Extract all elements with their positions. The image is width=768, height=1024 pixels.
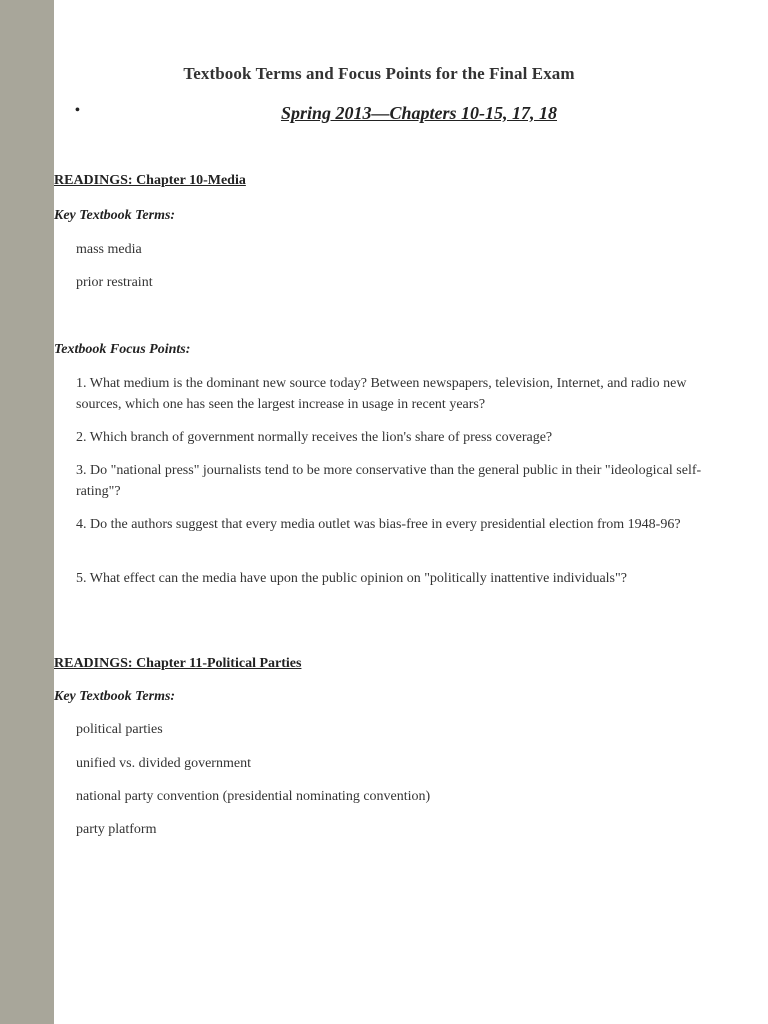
key-terms-label: Key Textbook Terms: — [54, 689, 176, 704]
section-heading-chapter-11: READINGS: Chapter 11-Political Parties — [54, 656, 302, 671]
focus-points-label: Textbook Focus Points: — [54, 342, 191, 357]
term-item: national party convention (presidential nominating convention) — [76, 789, 431, 804]
term-item: prior restraint — [76, 275, 153, 290]
term-item: political parties — [76, 722, 163, 737]
key-terms-label: Key Textbook Terms: — [54, 208, 176, 223]
term-item: unified vs. divided government — [76, 756, 251, 771]
focus-point-item: 2. Which branch of government normally receives the lion's share of press coverage? — [76, 430, 553, 445]
focus-point-item: 3. Do "national press" journalists tend to be more conservative than the general public in their "ideological self-rating"? — [76, 463, 702, 499]
left-margin-bar — [0, 0, 54, 1024]
section-heading-chapter-10: READINGS: Chapter 10-Media — [54, 173, 246, 188]
document-title: Textbook Terms and Focus Points for the Final Exam — [183, 64, 575, 83]
focus-point-item: 4. Do the authors suggest that every media outlet was bias-free in every presidential election from 1948-96? — [76, 517, 681, 532]
term-item: party platform — [76, 822, 157, 837]
document-page — [54, 0, 768, 1024]
term-item: mass media — [76, 242, 142, 257]
document-subtitle: Spring 2013—Chapters 10-15, 17, 18 — [280, 103, 558, 123]
focus-point-item: 5. What effect can the media have upon the public opinion on "politically inattentive individuals"? — [76, 571, 627, 586]
focus-point-item: 1. What medium is the dominant new source today? Between newspapers, television, Internet, and radio new sources, which one has seen the largest increase in usage in recent years? — [76, 376, 687, 412]
bullet-marker: • — [75, 103, 80, 118]
